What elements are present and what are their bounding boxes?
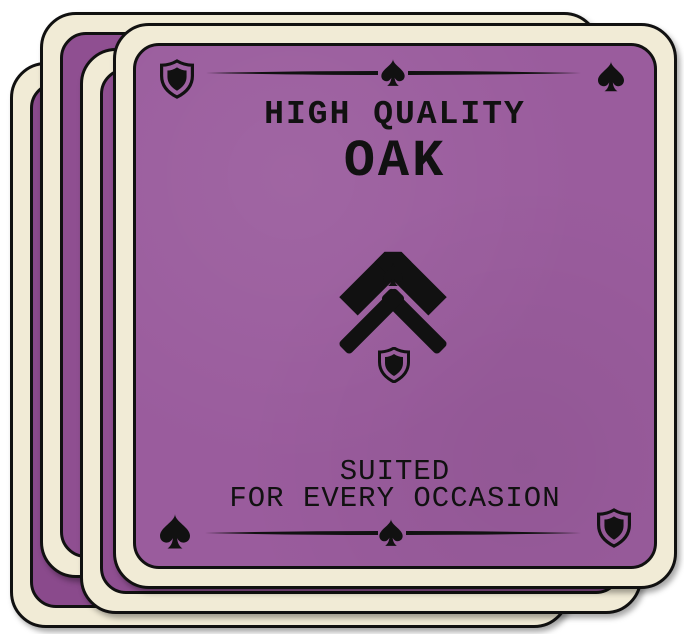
spade-icon	[379, 519, 402, 546]
headline-line-1: HIGH QUALITY	[264, 96, 526, 133]
shield-icon	[380, 348, 409, 382]
shield-icon	[162, 61, 193, 97]
shield-icon	[599, 510, 630, 546]
spade-icon	[381, 59, 404, 86]
top-divider	[206, 59, 581, 86]
headline-line-2: OAK	[343, 132, 447, 191]
tagline-line-2: FOR EVERY OCCASION	[229, 482, 561, 515]
tagline-line-1: SUITED	[339, 455, 451, 488]
spade-icon	[160, 514, 190, 549]
spade-icon	[598, 61, 624, 91]
bottom-divider	[205, 519, 581, 546]
